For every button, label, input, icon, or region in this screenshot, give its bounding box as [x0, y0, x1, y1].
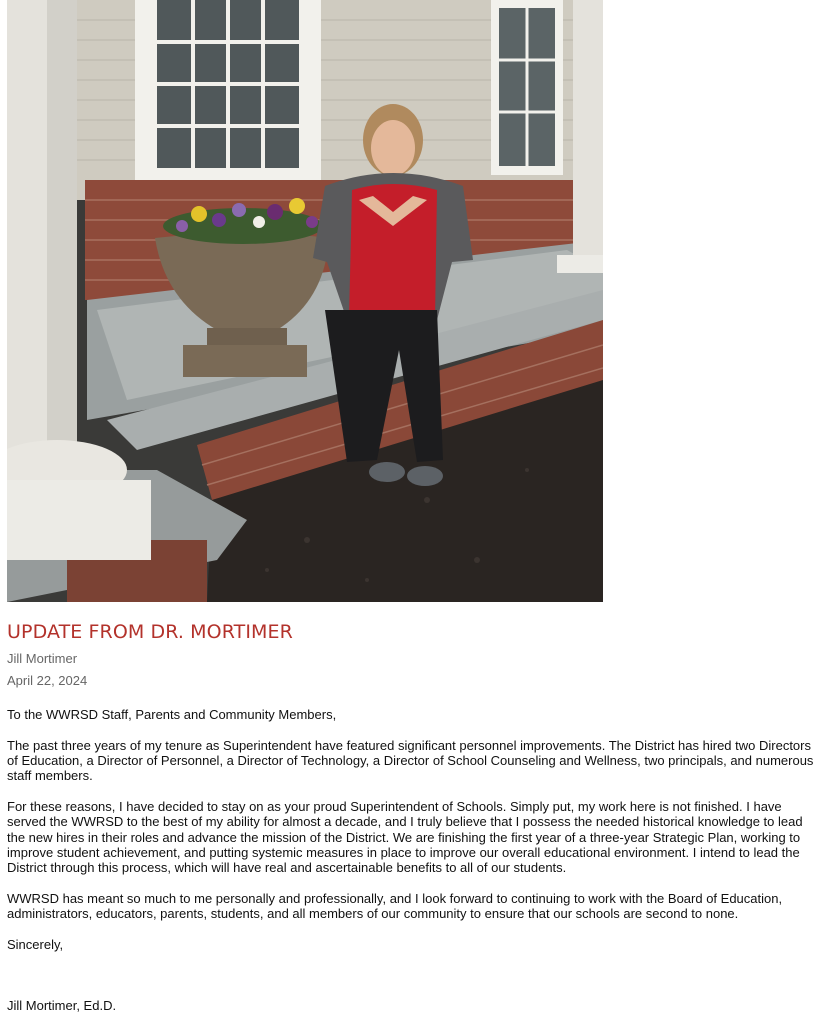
article-body: [7, 707, 819, 953]
body-paragraph: For these reasons, I have decided to stay on as your proud Superintendent of Schools. Simply put, my work here is not finished. I have served the WWRSD to the best of my ability for almost a decade, and I truly believe that I possess the needed historical knowledge to lead the new hires in their roles and advance the mission of the District. We are finishing the first year of a three-year Strategic Plan, working to improve student achievement, and putting systemic measures in place to improve our overall educational environment. I intend to lead the District through this process, which will have real and ascertainable benefits to all of our students.: [7, 799, 803, 876]
body-paragraph: WWRSD has meant so much to me personally and professionally, and I look forward to continuing to work with the Board of Education, administrators, educators, parents, students, and all members of our community to ensure that our schools are second to none.: [7, 891, 783, 922]
signature: Jill Mortimer, Ed.D.: [7, 997, 117, 1013]
article-photo: [7, 0, 603, 602]
article-author: Jill Mortimer: [7, 651, 78, 666]
greeting: To the WWRSD Staff, Parents and Community Members,: [7, 707, 337, 722]
article: [7, 620, 819, 1013]
article-date: April 22, 2024: [7, 673, 88, 688]
portrait-photo-illustration: [7, 0, 603, 602]
body-paragraph: The past three years of my tenure as Superintendent have featured significant personnel improvements. The District has hired two Directors of Education, a Director of Personnel, a Director of Technology, a Director of School Counseling and Wellness, two principals, and numerous staff members.: [7, 737, 814, 784]
closing: Sincerely,: [7, 937, 64, 953]
article-title: UPDATE FROM DR. MORTIMER: [7, 621, 293, 643]
